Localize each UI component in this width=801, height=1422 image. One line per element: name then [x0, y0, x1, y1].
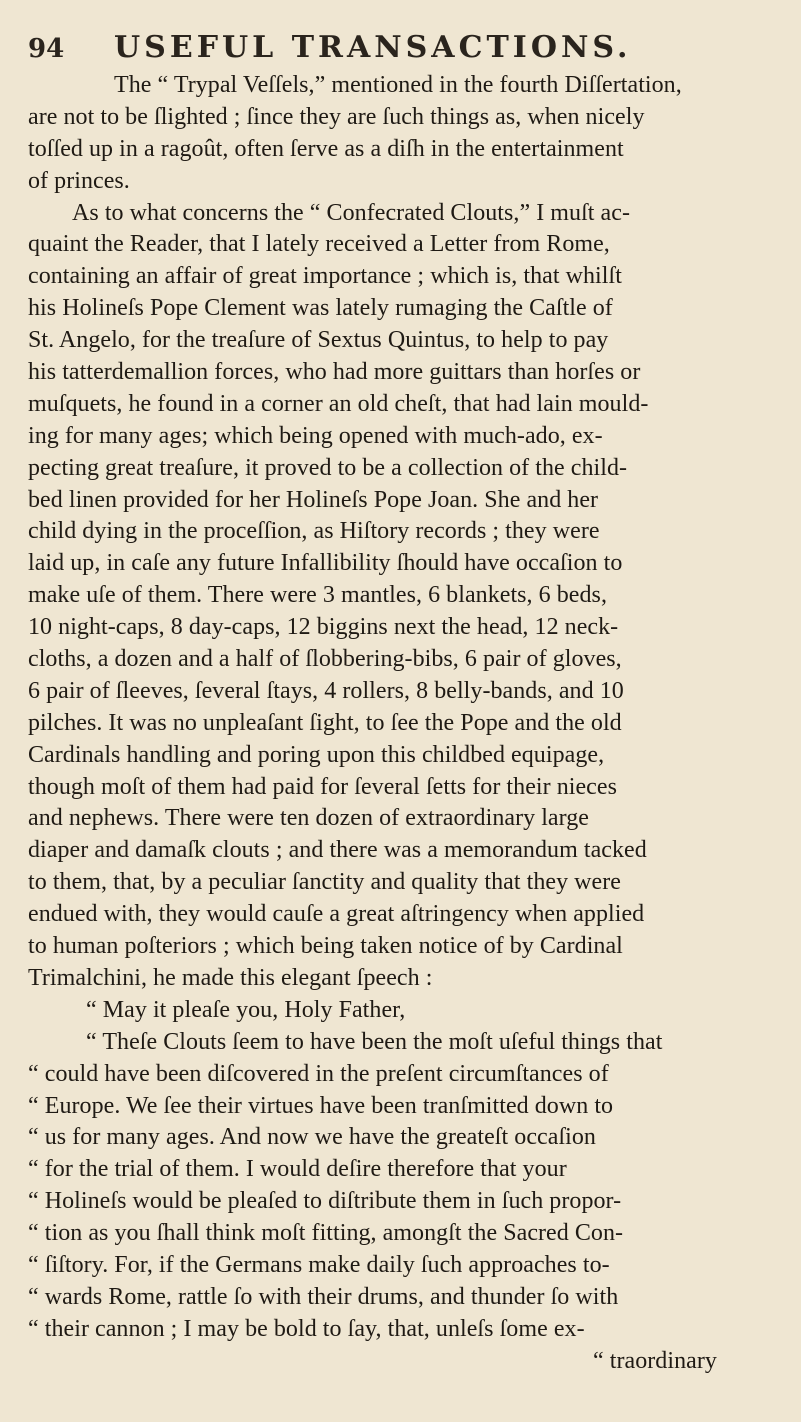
- quote-line: “ Europe. We ſee their virtues have been tranſmitted down to: [28, 1092, 614, 1119]
- quote-line: “ ſiſtory. For, if the Germans make daily ſuch approaches to-: [28, 1251, 610, 1278]
- text-line: make uſe of them. There were 3 mantles, 6 blankets, 6 beds,: [28, 582, 607, 609]
- text-line: endued with, they would cauſe a great aſtringency when applied: [28, 901, 645, 928]
- text-line: St. Angelo, for the treaſure of Sextus Quintus, to help to pay: [28, 327, 609, 354]
- text-line: diaper and damaſk clouts ; and there was a memorandum tacked: [28, 837, 647, 864]
- text-line: As to what concerns the “ Confecrated Clouts,” I muſt ac-: [72, 199, 631, 226]
- text-line: pilches. It was no unpleaſant ſight, to ſee the Pope and the old: [28, 709, 622, 736]
- text-line: pecting great treaſure, it proved to be a collection of the child-: [28, 454, 628, 481]
- text-line: Trimalchini, he made this elegant ſpeech :: [28, 964, 433, 991]
- text-line: laid up, in caſe any future Infallibility ſhould have occaſion to: [28, 550, 623, 577]
- quote-line: “ wards Rome, rattle ſo with their drums, and thunder ſo with: [28, 1283, 619, 1310]
- text-line: cloths, a dozen and a half of ſlobbering-bibs, 6 pair of gloves,: [28, 646, 622, 673]
- text-line: The “ Trypal Veſſels,” mentioned in the fourth Diſſertation,: [114, 72, 682, 98]
- text-line: ing for many ages; which being opened with much-ado, ex-: [28, 422, 603, 449]
- text-line: to human poſteriors ; which being taken notice of by Cardinal: [28, 933, 623, 960]
- text-line: of princes.: [28, 167, 130, 194]
- quote-line: “ May it pleaſe you, Holy Father,: [86, 996, 406, 1023]
- quote-line: “ tion as you ſhall think moſt fitting, amongſt the Sacred Con-: [28, 1220, 624, 1247]
- body-text: [28, 70, 771, 1378]
- quote-line: “ Theſe Clouts ſeem to have been the moſt uſeful things that: [86, 1028, 663, 1055]
- quote-line: “ for the trial of them. I would deſire therefore that your: [28, 1156, 567, 1183]
- text-line: 10 night-caps, 8 day-caps, 12 biggins next the head, 12 neck-: [28, 614, 619, 641]
- text-line: and nephews. There were ten dozen of extraordinary large: [28, 805, 589, 832]
- text-line: quaint the Reader, that I lately received a Letter from Rome,: [28, 231, 610, 258]
- text-line: 6 pair of ſleeves, ſeveral ſtays, 4 rollers, 8 belly-bands, and 10: [28, 677, 624, 704]
- page-number: 94: [28, 34, 65, 64]
- quote-line: “ could have been diſcovered in the preſent circumſtances of: [28, 1060, 609, 1087]
- text-line: child dying in the proceſſion, as Hiſtory records ; they were: [28, 518, 600, 545]
- text-line: though moſt of them had paid for ſeveral ſetts for their nieces: [28, 773, 617, 800]
- page-header: [28, 30, 771, 70]
- running-head: USEFUL TRANSACTIONS.: [114, 30, 632, 65]
- text-line: containing an affair of great importance ; which is, that whilſt: [28, 263, 622, 290]
- text-line: toſſed up in a ragoût, often ſerve as a diſh in the entertainment: [28, 135, 624, 162]
- text-line: bed linen provided for her Holineſs Pope Joan. She and her: [28, 486, 599, 513]
- quote-line: “ Holineſs would be pleaſed to diſtribute them in ſuch propor-: [28, 1188, 622, 1215]
- quote-line: “ us for many ages. And now we have the greateſt occaſion: [28, 1124, 596, 1151]
- quote-line: “ their cannon ; I may be bold to ſay, that, unleſs ſome ex-: [28, 1315, 585, 1342]
- catchword: “ traordinary: [593, 1347, 717, 1374]
- text-line: his tatterdemallion forces, who had more guittars than horſes or: [28, 359, 641, 386]
- text-line: Cardinals handling and poring upon this childbed equipage,: [28, 741, 605, 768]
- text-line: are not to be ſlighted ; ſince they are ſuch things as, when nicely: [28, 103, 645, 130]
- text-line: to them, that, by a peculiar ſanctity and quality that they were: [28, 869, 622, 896]
- text-line: muſquets, he found in a corner an old cheſt, that had lain mould-: [28, 390, 649, 417]
- text-line: his Holineſs Pope Clement was lately rumaging the Caſtle of: [28, 295, 613, 322]
